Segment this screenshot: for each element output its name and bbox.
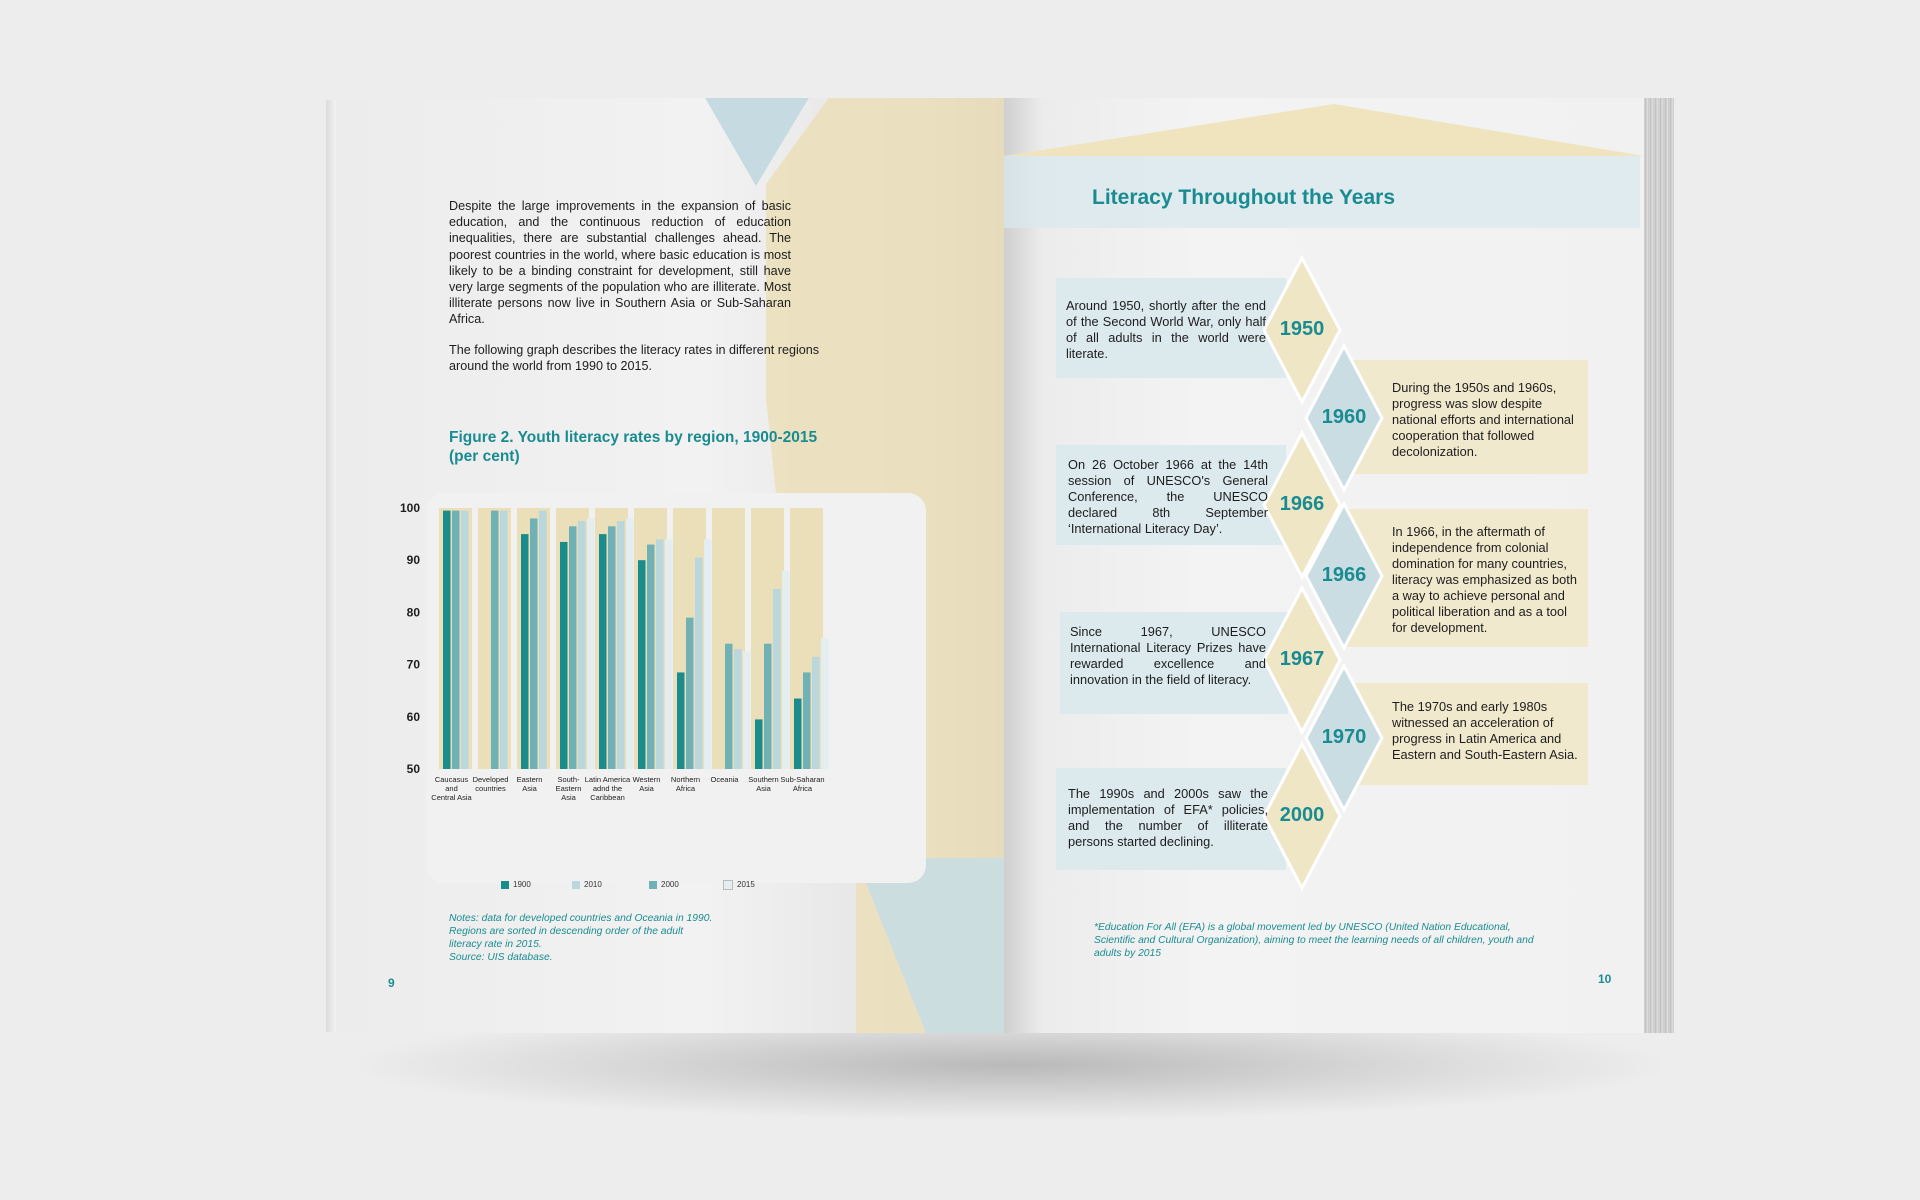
bar-2015 [782,571,790,769]
year-label-1966: 1966 [1279,493,1325,515]
bar-2010 [734,649,742,769]
legend-label: 2010 [584,880,602,889]
y-tick-label: 60 [406,709,420,724]
bar-2010 [812,657,820,769]
legend-swatch [723,880,733,890]
legend-swatch [572,881,580,889]
x-tick-label: Northern Africa [670,775,701,793]
legend-item-2010 [572,880,602,889]
x-tick-label: Southern Asia [748,775,779,793]
y-tick-label: 50 [406,762,420,776]
notes-text: Notes: data for developed countries and Oceania in 1990. Regions are sorted in descending order of the adult literacy rate in 2015. [449,913,713,950]
bar-1900 [560,542,568,769]
event-text-1960: During the 1950s and 1960s, progress was slow despite national efforts and international cooperation that followed decolonization. [1392,380,1574,459]
bar-2000 [452,511,460,769]
bar-2000 [569,526,577,769]
event-text-1950: Around 1950, shortly after the end of the Second World War, only half of all adults in the world were literate. [1066,298,1266,361]
event-text-1966: On 26 October 1966 at the 14th session of UNESCO's General Conference, the UNESCO declared 8th September ‘International Literacy Day’. [1068,457,1268,536]
legend-label: 2000 [661,880,679,889]
right-page [1004,98,1644,1033]
year-label-2000: 2000 [1279,804,1325,826]
bar-1900 [599,534,607,769]
bar-2000 [491,511,499,769]
efa-footnote: *Education For All (EFA) is a global movement led by UNESCO (United Nation Educational, Scientific and Cultural Organization), aiming to meet the learning needs of all children, youth and adults by 2015 [1094,922,1534,959]
intro-paragraph: Despite the large improvements in the expansion of basic education, and the continuous reduction of education inequalities, there are substantial challenges ahead. The poorest countries in the world, where basic education is most likely to be a binding constraint for development, still have very large segments of the population who are illiterate. Most illiterate persons now live in Southern Asia or Sub-Saharan Africa. [449,199,791,327]
bar-2000 [764,644,772,769]
bar-2010 [617,521,625,769]
bar-2000 [686,618,694,769]
bar-1900 [794,699,802,769]
event-text-1967: Since 1967, UNESCO International Literacy Prizes have rewarded excellence and innovation in the field of literacy. [1070,624,1266,687]
graph-intro-paragraph: The following graph describes the literacy rates in different regions around the world from 1990 to 2015. [449,343,820,374]
legend-item-2015 [723,880,755,890]
legend-item-1900 [501,880,531,889]
figure-title: Figure 2. Youth literacy rates by region, 1900-2015 (per cent) [449,429,818,465]
x-tick-label: Eastern Asia [516,775,543,793]
x-tick-label: Caucasus and Central Asia [431,775,472,802]
event-text-2000: The 1990s and 2000s saw the implementation of EFA* policies, and the number of illiterate persons started declining. [1068,786,1268,849]
event-text-1966: In 1966, in the aftermath of independence from colonial domination for many countries, literacy was emphasized as both a way to achieve personal and political liberation and as a tool for development. [1392,524,1577,635]
x-tick-label: Latin America adnd the Caribbean [584,775,631,802]
y-tick-label: 90 [406,553,420,568]
bar-2015 [821,639,829,770]
year-label-1966: 1966 [1321,564,1367,586]
legend-swatch [501,881,509,889]
bar-2010 [773,589,781,769]
legend-item-2000 [649,880,679,889]
y-tick-label: 100 [399,501,420,515]
bar-2010 [500,511,508,769]
bar-1900 [677,672,685,769]
page-title: Literacy Throughout the Years [1092,186,1396,209]
y-tick-label: 70 [406,657,420,672]
bar-2010 [656,539,664,769]
year-label-1950: 1950 [1279,318,1325,340]
y-tick-label: 80 [406,605,420,620]
bar-2010 [461,511,469,769]
year-label-1967: 1967 [1279,648,1325,670]
x-tick-label: Sub-Saharan Africa [780,775,825,793]
bar-2010 [578,521,586,769]
bar-2015 [587,518,595,769]
page-number-right: 10 [1598,972,1612,986]
bar-2000 [647,545,655,769]
x-tick-label: Western Asia [632,775,661,793]
right-page-edges [1644,98,1674,1033]
bar-2010 [539,511,547,769]
chart-notes [449,912,714,964]
bar-1900 [638,560,646,769]
bar-2015 [665,539,673,769]
left-page [336,98,1004,1033]
x-tick-label: Oceania [710,775,739,784]
bar-2015 [626,518,634,769]
bar-2015 [704,539,712,769]
year-label-1970: 1970 [1321,726,1367,748]
bar-2000 [530,518,538,769]
chart-legend [501,880,821,896]
bar-2000 [608,526,616,769]
event-text-1970: The 1970s and early 1980s witnessed an acceleration of progress in Latin America and Eastern and South-Eastern Asia. [1392,699,1578,762]
bar-2000 [725,644,733,769]
legend-label: 1900 [513,880,531,889]
bar-2015 [743,652,751,769]
bar-2000 [803,672,811,769]
x-tick-label: Developed countries [472,775,509,793]
top-beige-triangle [1004,104,1644,156]
x-tick-label: South-Eastern Asia [555,775,582,802]
bar-1900 [755,719,763,769]
legend-swatch [649,881,657,889]
bar-1900 [521,534,529,769]
bar-2010 [695,558,703,769]
source-text: Source: UIS database. [449,952,553,963]
page-number-left: 9 [388,976,395,990]
bar-1900 [443,511,451,769]
year-label-1960: 1960 [1321,406,1367,428]
legend-label: 2015 [737,880,755,890]
